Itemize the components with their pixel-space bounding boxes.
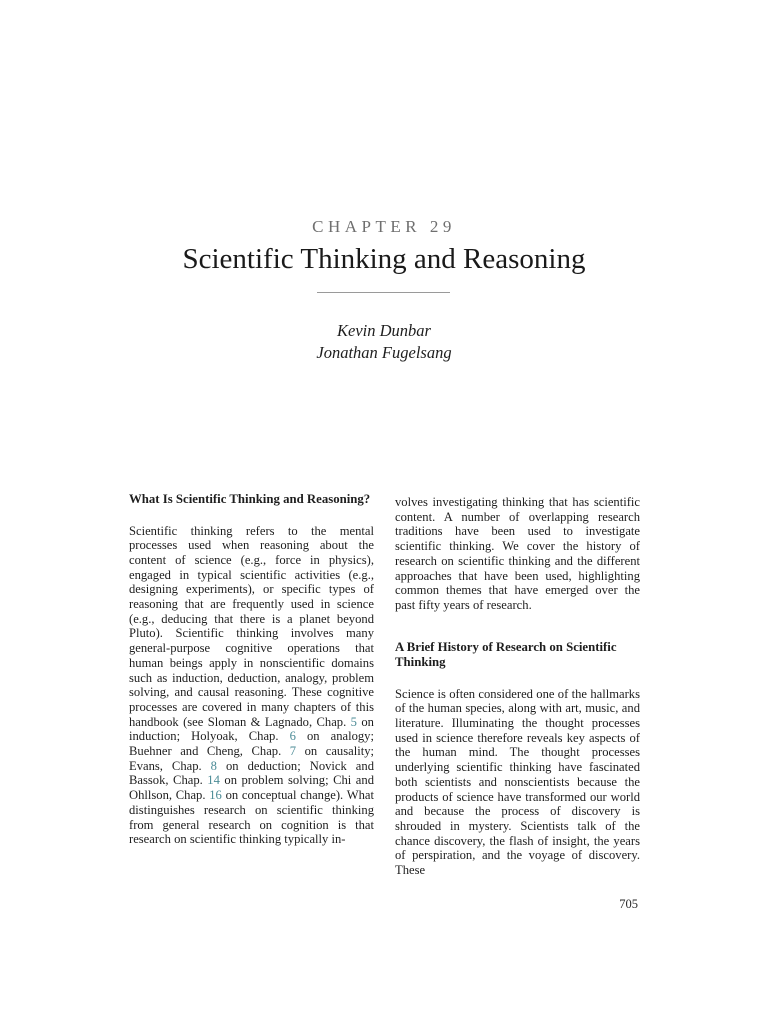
chapter-reference-link[interactable]: 6 bbox=[289, 729, 296, 744]
body-paragraph bbox=[129, 524, 374, 847]
chapter-reference-link[interactable]: 16 bbox=[209, 788, 222, 803]
chapter-reference-link[interactable]: 7 bbox=[289, 744, 297, 759]
chapter-label: CHAPTER 29 bbox=[312, 217, 456, 236]
chapter-title: Scientific Thinking and Reasoning bbox=[182, 243, 586, 275]
paragraph-text: on deduction; Novick and Bassok, Chap. bbox=[129, 758, 374, 788]
chapter-reference-link[interactable]: 14 bbox=[207, 773, 220, 788]
title-divider bbox=[317, 292, 450, 293]
section-heading: What Is Scientific Thinking and Reasoning? bbox=[129, 492, 371, 506]
continued-paragraph: volves investigating thinking that has scientific content. A number of overlapping research traditions have been used to investigate scientific thinking. We cover the history of research on scientific thinking and the different approaches that have been used, highlighting common themes that have emerged over the past fifty years of research. bbox=[395, 495, 640, 612]
author-name: Kevin Dunbar bbox=[337, 321, 431, 340]
paragraph-text: on induction; Holyoak, Chap. bbox=[129, 714, 374, 744]
paragraph-text: Scientific thinking refers to the mental processes used when reasoning about the content of science (e.g., force in physics), engaged in typical scientific activities (e.g., designing experiments), or specific types of reasoning that are frequently used in science (e.g., deducing that there is a planet beyond Pluto). Scientific thinking involves many general-purpose cognitive operations that human beings apply in nonscientific domains such as induction, deduction, analogy, problem solving, and causal reasoning. These cognitive processes are covered in many chapters of this handbook (see Sloman & Lagnado, Chap. bbox=[129, 523, 374, 729]
page-number: 705 bbox=[619, 897, 638, 911]
paragraph-text: on causality; Evans, Chap. bbox=[129, 744, 374, 773]
author-name: Jonathan Fugelsang bbox=[316, 343, 452, 362]
chapter-reference-link[interactable]: 8 bbox=[210, 758, 217, 773]
left-column bbox=[129, 492, 374, 847]
paragraph-text: on conceptual change). What distinguishes research on scientific thinking from general research on cognition is that research on scientific thinking typically in- bbox=[129, 788, 374, 847]
right-column bbox=[395, 495, 640, 878]
paragraph-text: on analogy; Buehner and Cheng, Chap. bbox=[129, 729, 374, 759]
body-paragraph: Science is often considered one of the hallmarks of the human species, along with art, music, and literature. Illuminating the thought processes used in science therefore reveals key aspects of the human mind. The thought processes underlying scientific thinking have fascinated both scientists and nonscientists because the products of science have transformed our world and because the process of discovery is shrouded in mystery. Scientists talk of the chance discovery, the flash of insight, the years of perspiration, and the voyage of discovery. These bbox=[395, 686, 640, 878]
chapter-reference-link[interactable]: 5 bbox=[350, 714, 357, 729]
section-heading: A Brief History of Research on Scientific Thinking bbox=[395, 639, 617, 670]
author-list bbox=[0, 320, 768, 364]
paragraph-text: on problem solving; Chi and Ohllson, Chap. bbox=[129, 773, 374, 803]
